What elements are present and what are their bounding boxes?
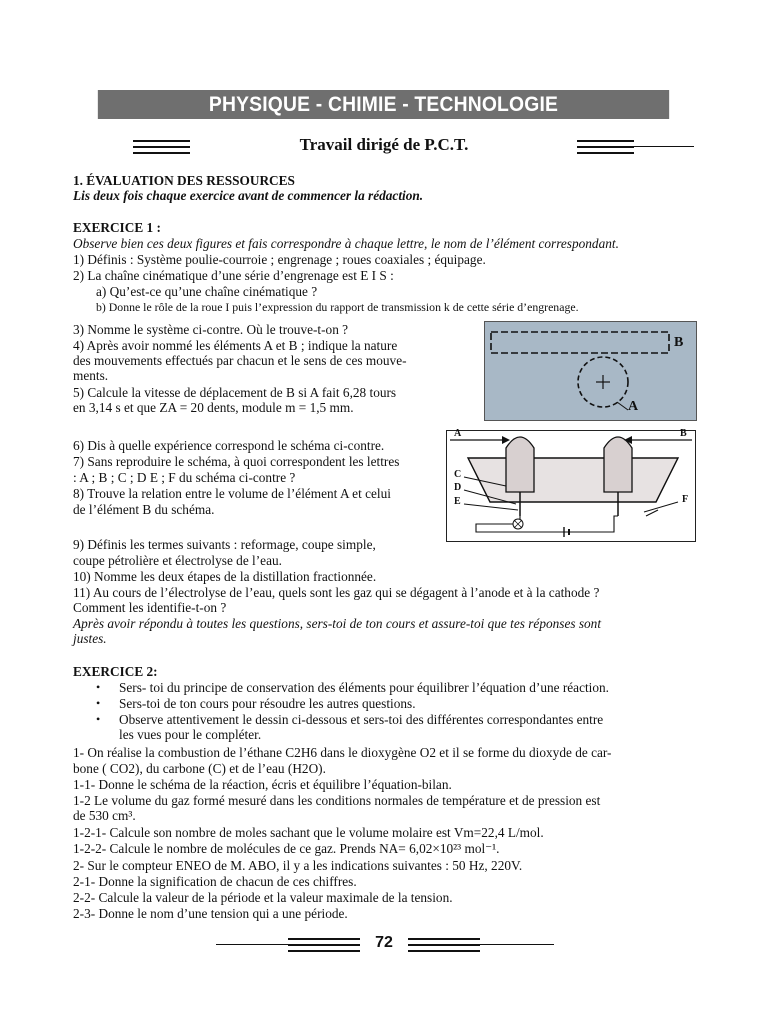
part-2-2: 2-2- Calcule la valeur de la période et la valeur maximale de la tension. (73, 890, 453, 905)
footer-rule-right-3 (408, 950, 480, 952)
section-title: 1. ÉVALUATION DES RESSOURCES (73, 173, 295, 188)
question-5-line-2: en 3,14 s et que ZA = 20 dents, module m = 1,5 mm. (73, 400, 354, 415)
question-2a: a) Qu’est-ce qu’une chaîne cinématique ? (96, 284, 318, 299)
question-4-line-1: 4) Après avoir nommé les éléments A et B ; indique la nature (73, 338, 398, 353)
rack-pinion-drawing (485, 322, 696, 420)
footer-rule-left-2 (288, 944, 360, 946)
part-1-2-line-2: de 530 cm³. (73, 808, 136, 823)
subject-banner: PHYSIQUE - CHIMIE - TECHNOLOGIE (98, 90, 669, 119)
part-1-2-line-1: 1-2 Le volume du gaz formé mesuré dans les conditions normales de température et de pression est (73, 793, 601, 808)
part-2-1: 2-1- Donne la signification de chacun de ces chiffres. (73, 874, 357, 889)
footer-rule-left-1 (288, 938, 360, 940)
question-9-line-1: 9) Définis les termes suivants : reformage, coupe simple, (73, 537, 376, 552)
part-1-2-1: 1-2-1- Calcule son nombre de moles sachant que le volume molaire est Vm=22,4 L/mol. (73, 825, 544, 840)
figure-2-label-d: D (454, 482, 462, 493)
question-11-line-2: Comment les identifie-t-on ? (73, 600, 227, 615)
question-4-line-3: ments. (73, 368, 109, 383)
bullet-dot-1: • (96, 680, 101, 694)
leader-f (644, 502, 678, 512)
figure-1-label-b: B (674, 335, 684, 350)
section-instruction: Lis deux fois chaque exercice avant de commencer la rédaction. (73, 188, 424, 203)
footer-rule-right-2 (408, 944, 480, 946)
tube-a (506, 437, 534, 492)
arrow-a-head (502, 436, 510, 444)
bullet-dot-2: • (96, 696, 101, 710)
footer-rule-left-3 (288, 950, 360, 952)
question-3: 3) Nomme le système ci-contre. Où le trouve-t-on ? (73, 322, 349, 337)
electrolysis-figure (446, 430, 696, 542)
figure-2-label-c: C (454, 469, 462, 480)
question-7-line-2: : A ; B ; C ; D E ; F du schéma ci-contre ? (73, 470, 296, 485)
bullet-2: Sers-toi de ton cours pour résoudre les autres questions. (119, 696, 416, 711)
figure-2-label-b: B (680, 428, 687, 439)
question-2: 2) La chaîne cinématique d’une série d’engrenage est E I S : (73, 268, 394, 283)
part-2-3: 2-3- Donne le nom d’une tension qui a une période. (73, 906, 348, 921)
circuit-wire (476, 516, 618, 532)
pinion-leader (617, 402, 628, 410)
figure-2-label-f: F (682, 494, 689, 505)
electrolyser-basin (468, 458, 678, 502)
part-1-2-2: 1-2-2- Calcule le nombre de molécules de ce gaz. Prends NA= 6,02×10²³ mol⁻¹. (73, 841, 500, 856)
figure-1-label-a: A (628, 399, 639, 414)
footer-rule-right-1 (408, 938, 480, 940)
bullet-dot-3: • (96, 712, 101, 726)
figure-2-label-e: E (454, 496, 461, 507)
electrolysis-drawing (446, 430, 696, 542)
question-8-line-1: 8) Trouve la relation entre le volume de l’élément A et celui (73, 486, 391, 501)
part-1-line-1: 1- On réalise la combustion de l’éthane C2H6 dans le dioxygène O2 et il se forme du dioxyde de car- (73, 745, 612, 760)
bullet-3-line-1: Observe attentivement le dessin ci-dessous et sers-toi des différentes correspondantes entre (119, 712, 604, 727)
part-1-line-2: bone ( CO2), du carbone (C) et de l’eau (H2O). (73, 761, 326, 776)
part-2: 2- Sur le compteur ENEO de M. ABO, il y a les indications suivantes : 50 Hz, 220V. (73, 858, 523, 873)
exercise-1-title: EXERCICE 1 : (73, 220, 161, 235)
question-7-line-1: 7) Sans reproduire le schéma, à quoi correspondent les lettres (73, 454, 400, 469)
question-1: 1) Définis : Système poulie-courroie ; engrenage ; roues coaxiales ; équipage. (73, 252, 486, 267)
exercise-2-title: EXERCICE 2: (73, 664, 158, 679)
closing-advice-line-2: justes. (73, 631, 107, 646)
question-11-line-1: 11) Au cours de l’électrolyse de l’eau, quels sont les gaz qui se dégagent à l’anode et à la cathode ? (73, 585, 600, 600)
page-subtitle: Travail dirigé de P.C.T. (299, 135, 469, 154)
question-2b: b) Donne le rôle de la roue I puis l’expression du rapport de transmission k de cette série d’engrenage. (96, 300, 579, 314)
question-10: 10) Nomme les deux étapes de la distillation fractionnée. (73, 569, 377, 584)
part-1-1: 1-1- Donne le schéma de la réaction, écris et équilibre l’équation-bilan. (73, 777, 452, 792)
rack-pinion-figure (484, 321, 697, 421)
footer-rule-left-ext (216, 944, 288, 945)
question-9-line-2: coupe pétrolière et électrolyse de l’eau. (73, 553, 282, 568)
rack-shape (491, 332, 669, 353)
figure-2-label-a: A (454, 428, 462, 439)
question-4-line-2: des mouvements effectués par chacun et le sens de ces mouve- (73, 353, 407, 368)
bullet-3-line-2: les vues pour le compléter. (119, 727, 262, 742)
question-5-line-1: 5) Calcule la vitesse de déplacement de B si A fait 6,28 tours (73, 385, 397, 400)
closing-advice-line-1: Après avoir répondu à toutes les questions, sers-toi de ton cours et assure-toi que tes réponses sont (73, 616, 602, 631)
question-8-line-2: de l’élément B du schéma. (73, 502, 215, 517)
exercise-1-intro: Observe bien ces deux figures et fais correspondre à chaque lettre, le nom de l’élément correspondant. (73, 236, 619, 251)
footer-rule-right-ext (480, 944, 554, 945)
bullet-1: Sers- toi du principe de conservation des éléments pour équilibrer l’équation d’une réaction. (119, 680, 609, 695)
page-number: 72 (375, 934, 393, 951)
leader-e (464, 504, 518, 510)
tube-b (604, 437, 632, 492)
question-6: 6) Dis à quelle expérience correspond le schéma ci-contre. (73, 438, 385, 453)
